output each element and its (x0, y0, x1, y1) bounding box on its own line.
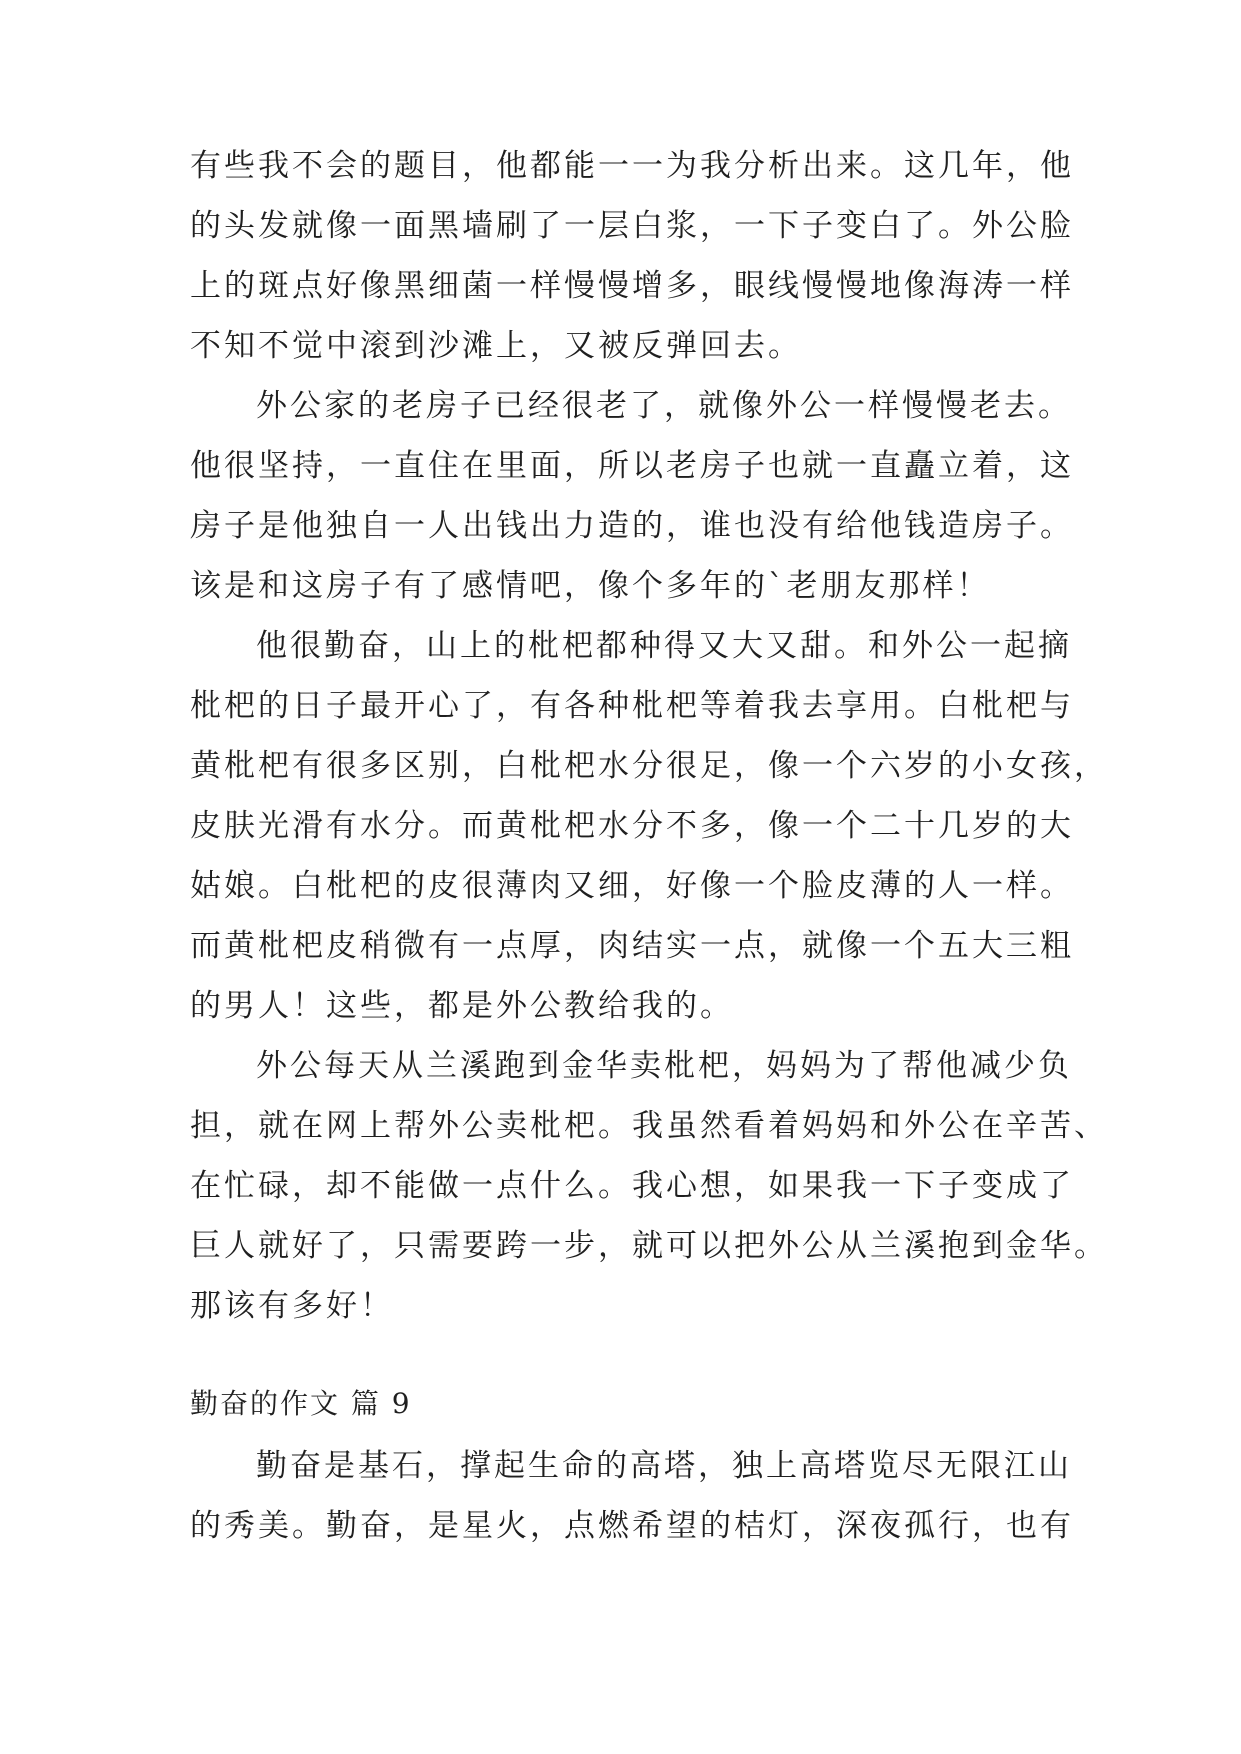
paragraph-3-line-1: 他很勤奋，山上的枇杷都种得又大又甜。和外公一起摘 (256, 628, 1072, 664)
paragraph-4-line-3: 在忙碌，却不能做一点什么。我心想，如果我一下子变成了 (190, 1168, 1074, 1204)
paragraph-3-line-3: 黄枇杷有很多区别，白枇杷水分很足，像一个六岁的小女孩， (190, 748, 1108, 784)
paragraph-4-line-1: 外公每天从兰溪跑到金华卖枇杷，妈妈为了帮他减少负 (256, 1048, 1072, 1084)
paragraph-2-line-3: 房子是他独自一人出钱出力造的，谁也没有给他钱造房子。 (190, 508, 1074, 544)
paragraph-3-line-4: 皮肤光滑有水分。而黄枇杷水分不多，像一个二十几岁的大 (190, 808, 1074, 844)
paragraph-3-line-6: 而黄枇杷皮稍微有一点厚，肉结实一点，就像一个五大三粗 (190, 928, 1074, 964)
section-paragraph-line-1: 勤奋是基石，撑起生命的高塔，独上高塔览尽无限江山 (256, 1448, 1072, 1484)
paragraph-4-line-5: 那该有多好！ (190, 1288, 394, 1324)
paragraph-3-line-5: 姑娘。白枇杷的皮很薄肉又细，好像一个脸皮薄的人一样。 (190, 868, 1074, 904)
paragraph-1-line-4: 不知不觉中滚到沙滩上，又被反弹回去。 (190, 328, 802, 364)
section-heading: 勤奋的作文 篇 9 (190, 1387, 412, 1420)
paragraph-3-line-2: 枇杷的日子最开心了，有各种枇杷等着我去享用。白枇杷与 (190, 688, 1074, 724)
paragraph-2-line-4: 该是和这房子有了感情吧，像个多年的`老朋友那样！ (190, 568, 991, 604)
paragraph-2-line-1: 外公家的老房子已经很老了，就像外公一样慢慢老去。 (256, 388, 1072, 424)
paragraph-3-line-7: 的男人！这些，都是外公教给我的。 (190, 988, 734, 1024)
paragraph-2-line-2: 他很坚持，一直住在里面，所以老房子也就一直矗立着，这 (190, 448, 1074, 484)
paragraph-1-line-1: 有些我不会的题目，他都能一一为我分析出来。这几年，他 (190, 148, 1074, 184)
paragraph-4-line-2: 担，就在网上帮外公卖枇杷。我虽然看着妈妈和外公在辛苦、 (190, 1108, 1108, 1144)
paragraph-4-line-4: 巨人就好了，只需要跨一步，就可以把外公从兰溪抱到金华。 (190, 1228, 1108, 1264)
section-paragraph-line-2: 的秀美。勤奋，是星火，点燃希望的桔灯，深夜孤行，也有 (190, 1508, 1074, 1544)
paragraph-1-line-2: 的头发就像一面黑墙刷了一层白浆，一下子变白了。外公脸 (190, 208, 1074, 244)
paragraph-1-line-3: 上的斑点好像黑细菌一样慢慢增多，眼线慢慢地像海涛一样 (190, 268, 1074, 304)
